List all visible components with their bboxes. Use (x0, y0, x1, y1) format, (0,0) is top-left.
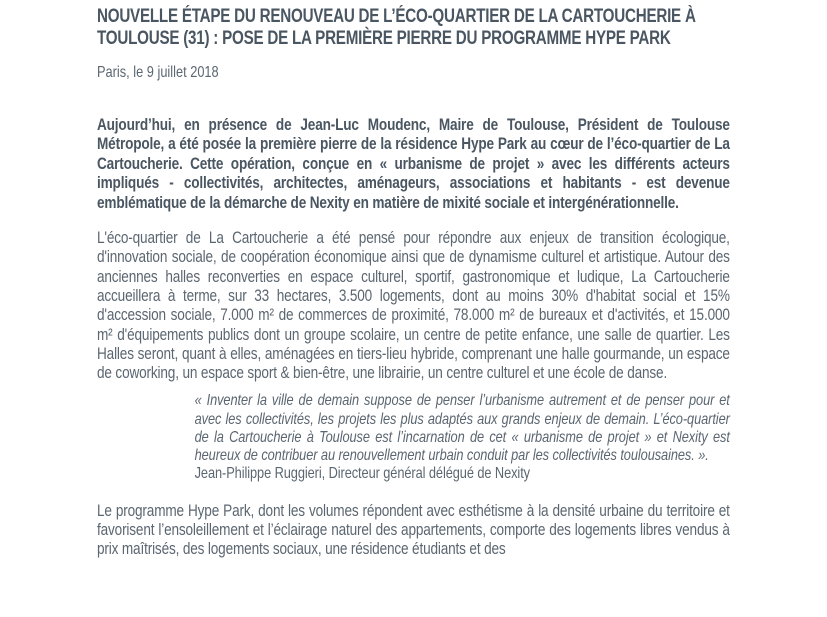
lead-paragraph: Aujourd’hui, en présence de Jean-Luc Moudenc, Maire de Toulouse, Président de Toulouse Métropole, a été posée la première pierre de la résidence Hype Park au cœur de l’éco-quartier de La Cartoucherie. Cette opération, conçue en « urbanisme de projet » avec les différents acteurs impliqués - collectivités, architectes, aménageurs, associations et habitants - est devenue emblématique de la démarche de Nexity en matière de mixité sociale et intergénérationnelle. (97, 115, 730, 212)
quote-block (195, 392, 730, 483)
dateline: Paris, le 9 juillet 2018 (97, 64, 219, 81)
quote-paragraph: « Inventer la ville de demain suppose de penser l’urbanisme autrement et de penser pour et avec les collectivités, les projets les plus adaptés aux grands enjeux de demain. L’éco-quartier de la Cartoucherie à Toulouse est l’incarnation de cet « urbanisme de projet » et Nexity est heureux de contribuer au renouvellement urbain conduit par les collectivités toulousaines. ». (194, 392, 730, 465)
press-release-title: NOUVELLE ÉTAPE DU RENOUVEAU DE L’ÉCO-QUARTIER DE LA CARTOUCHERIE À TOULOUSE (31) : POSE DE LA PREMIÈRE PIERRE DU PROGRAMME HYPE PARK (97, 6, 696, 49)
quote-attribution: Jean-Philippe Ruggieri, Directeur général délégué de Nexity (194, 465, 530, 483)
body-paragraph: L'éco-quartier de La Cartoucherie a été pensé pour répondre aux enjeux de transition écologique, d'innovation sociale, de coopération économique ainsi que de dynamisme culturel et artistique. Autour des anciennes halles reconverties en espace culturel, sportif, gastronomique et ludique, La Cartoucherie accueillera à terme, sur 33 hectares, 3.500 logements, dont au moins 30% d'habitat social et 15% d'accession sociale, 7.000 m² de commerces de proximité, 78.000 m² de bureaux et d'activités, et 15.000 m² d'équipements publics dont un groupe scolaire, un centre de petite enfance, une salle de quartier. Les Halles seront, quant à elles, aménagées en tiers-lieu hybride, comprenant une halle gourmande, un espace de coworking, un espace sport & bien-être, une librairie, un centre culturel et une école de danse. (97, 228, 730, 383)
closing-paragraph: Le programme Hype Park, dont les volumes répondent avec esthétisme à la densité urbaine du territoire et favorisent l’ensoleillement et l’éclairage naturel des appartements, comporte des logements libres vendus à prix maîtrisés, des logements sociaux, une résidence étudiants et des (97, 500, 730, 559)
press-release-content (97, 0, 730, 559)
